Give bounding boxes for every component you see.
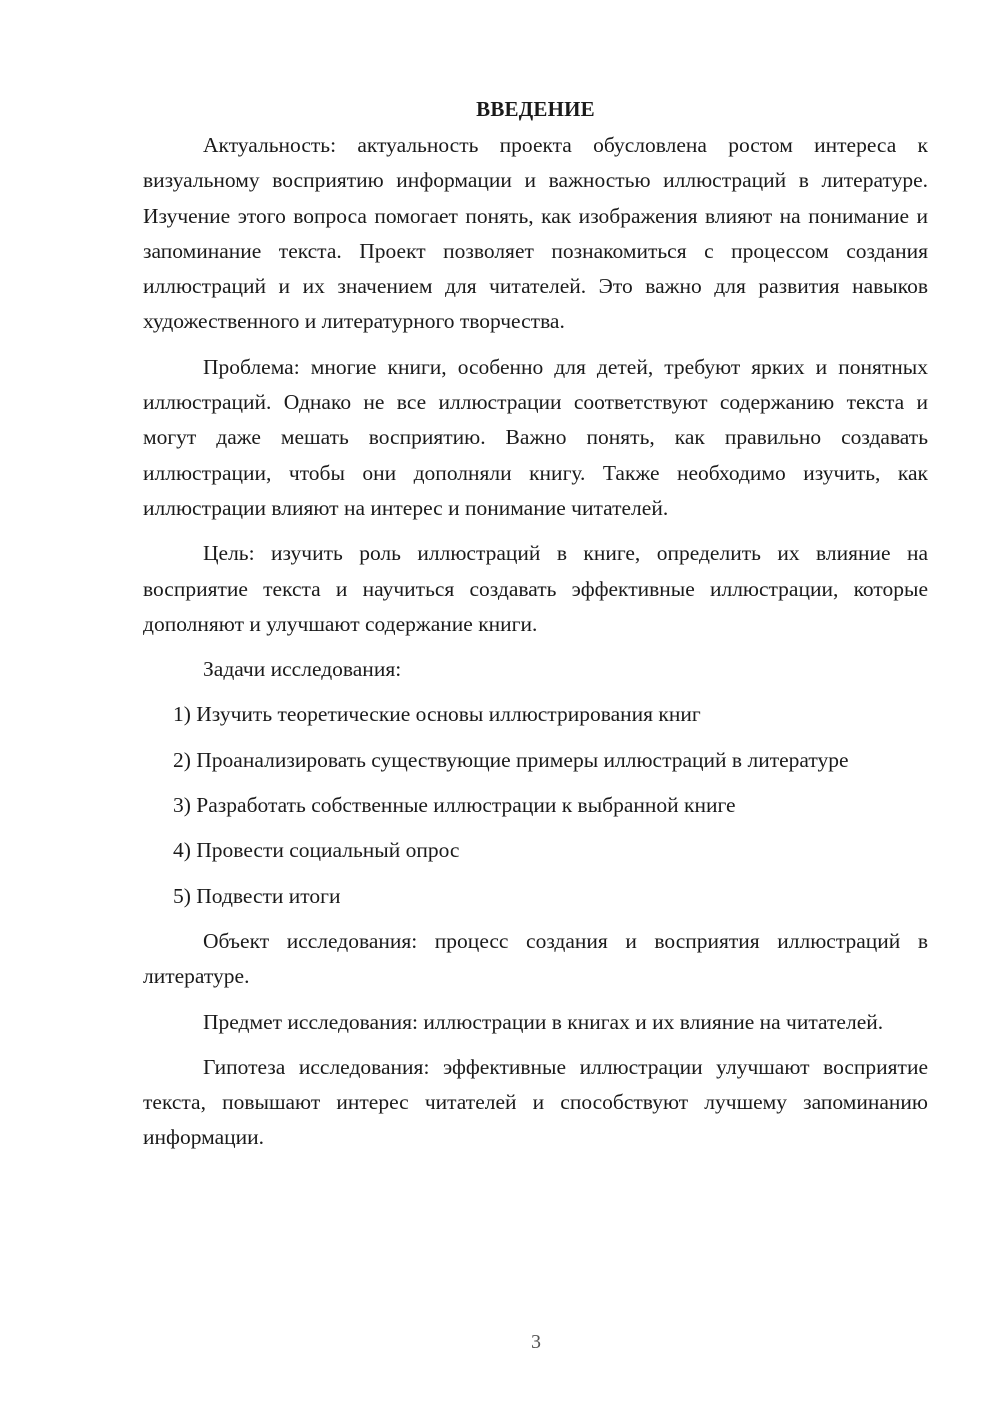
task-item: 3) Разработать собственные иллюстрации к выбранной книге: [173, 793, 736, 818]
task-item: 1) Изучить теоретические основы иллюстрирования книг: [173, 702, 701, 727]
paragraph-hypothesis: Гипотеза исследования: эффективные иллюстрации улучшают восприятие текста, повышают интерес читателей и способствуют лучшему запоминанию информации.: [143, 1054, 928, 1150]
task-item: 4) Провести социальный опрос: [173, 838, 460, 863]
paragraph-problem: Проблема: многие книги, особенно для детей, требуют ярких и понятных иллюстраций. Однако не все иллюстрации соответствуют содержанию текста и могут даже мешать восприятию. Важно понять, как правильно создавать иллюстрации, чтобы они дополняли книгу. Также необходимо изучить, как иллюстрации влияют на интерес и понимание читателей.: [143, 354, 928, 520]
paragraph-relevance: Актуальность: актуальность проекта обусловлена ростом интереса к визуальному восприятию информации и важностью иллюстраций в литературе. Изучение этого вопроса помогает понять, как изображения влияют на понимание и запоминание текста. Проект позволяет познакомиться с процессом создания иллюстраций и их значением для читателей. Это важно для развития навыков художественного и литературного творчества.: [143, 133, 928, 334]
tasks-heading: Задачи исследования:: [203, 657, 402, 682]
task-item: 5) Подвести итоги: [173, 883, 341, 908]
tasks-list: [143, 697, 928, 913]
paragraph-goal: Цель: изучить роль иллюстраций в книге, определить их влияние на восприятие текста и научиться создавать эффективные иллюстрации, которые дополняют и улучшают содержание книги.: [143, 541, 928, 636]
paragraph-object: Объект исследования: процесс создания и восприятия иллюстраций в литературе.: [143, 928, 928, 989]
section-title: ВВЕДЕНИЕ: [476, 97, 595, 121]
paragraph-subject: Предмет исследования: иллюстрации в книгах и их влияние на читателей.: [203, 1009, 884, 1034]
page-number: 3: [531, 1331, 541, 1353]
task-item: 2) Проанализировать существующие примеры иллюстраций в литературе: [173, 747, 849, 772]
document-page: [143, 92, 928, 1166]
